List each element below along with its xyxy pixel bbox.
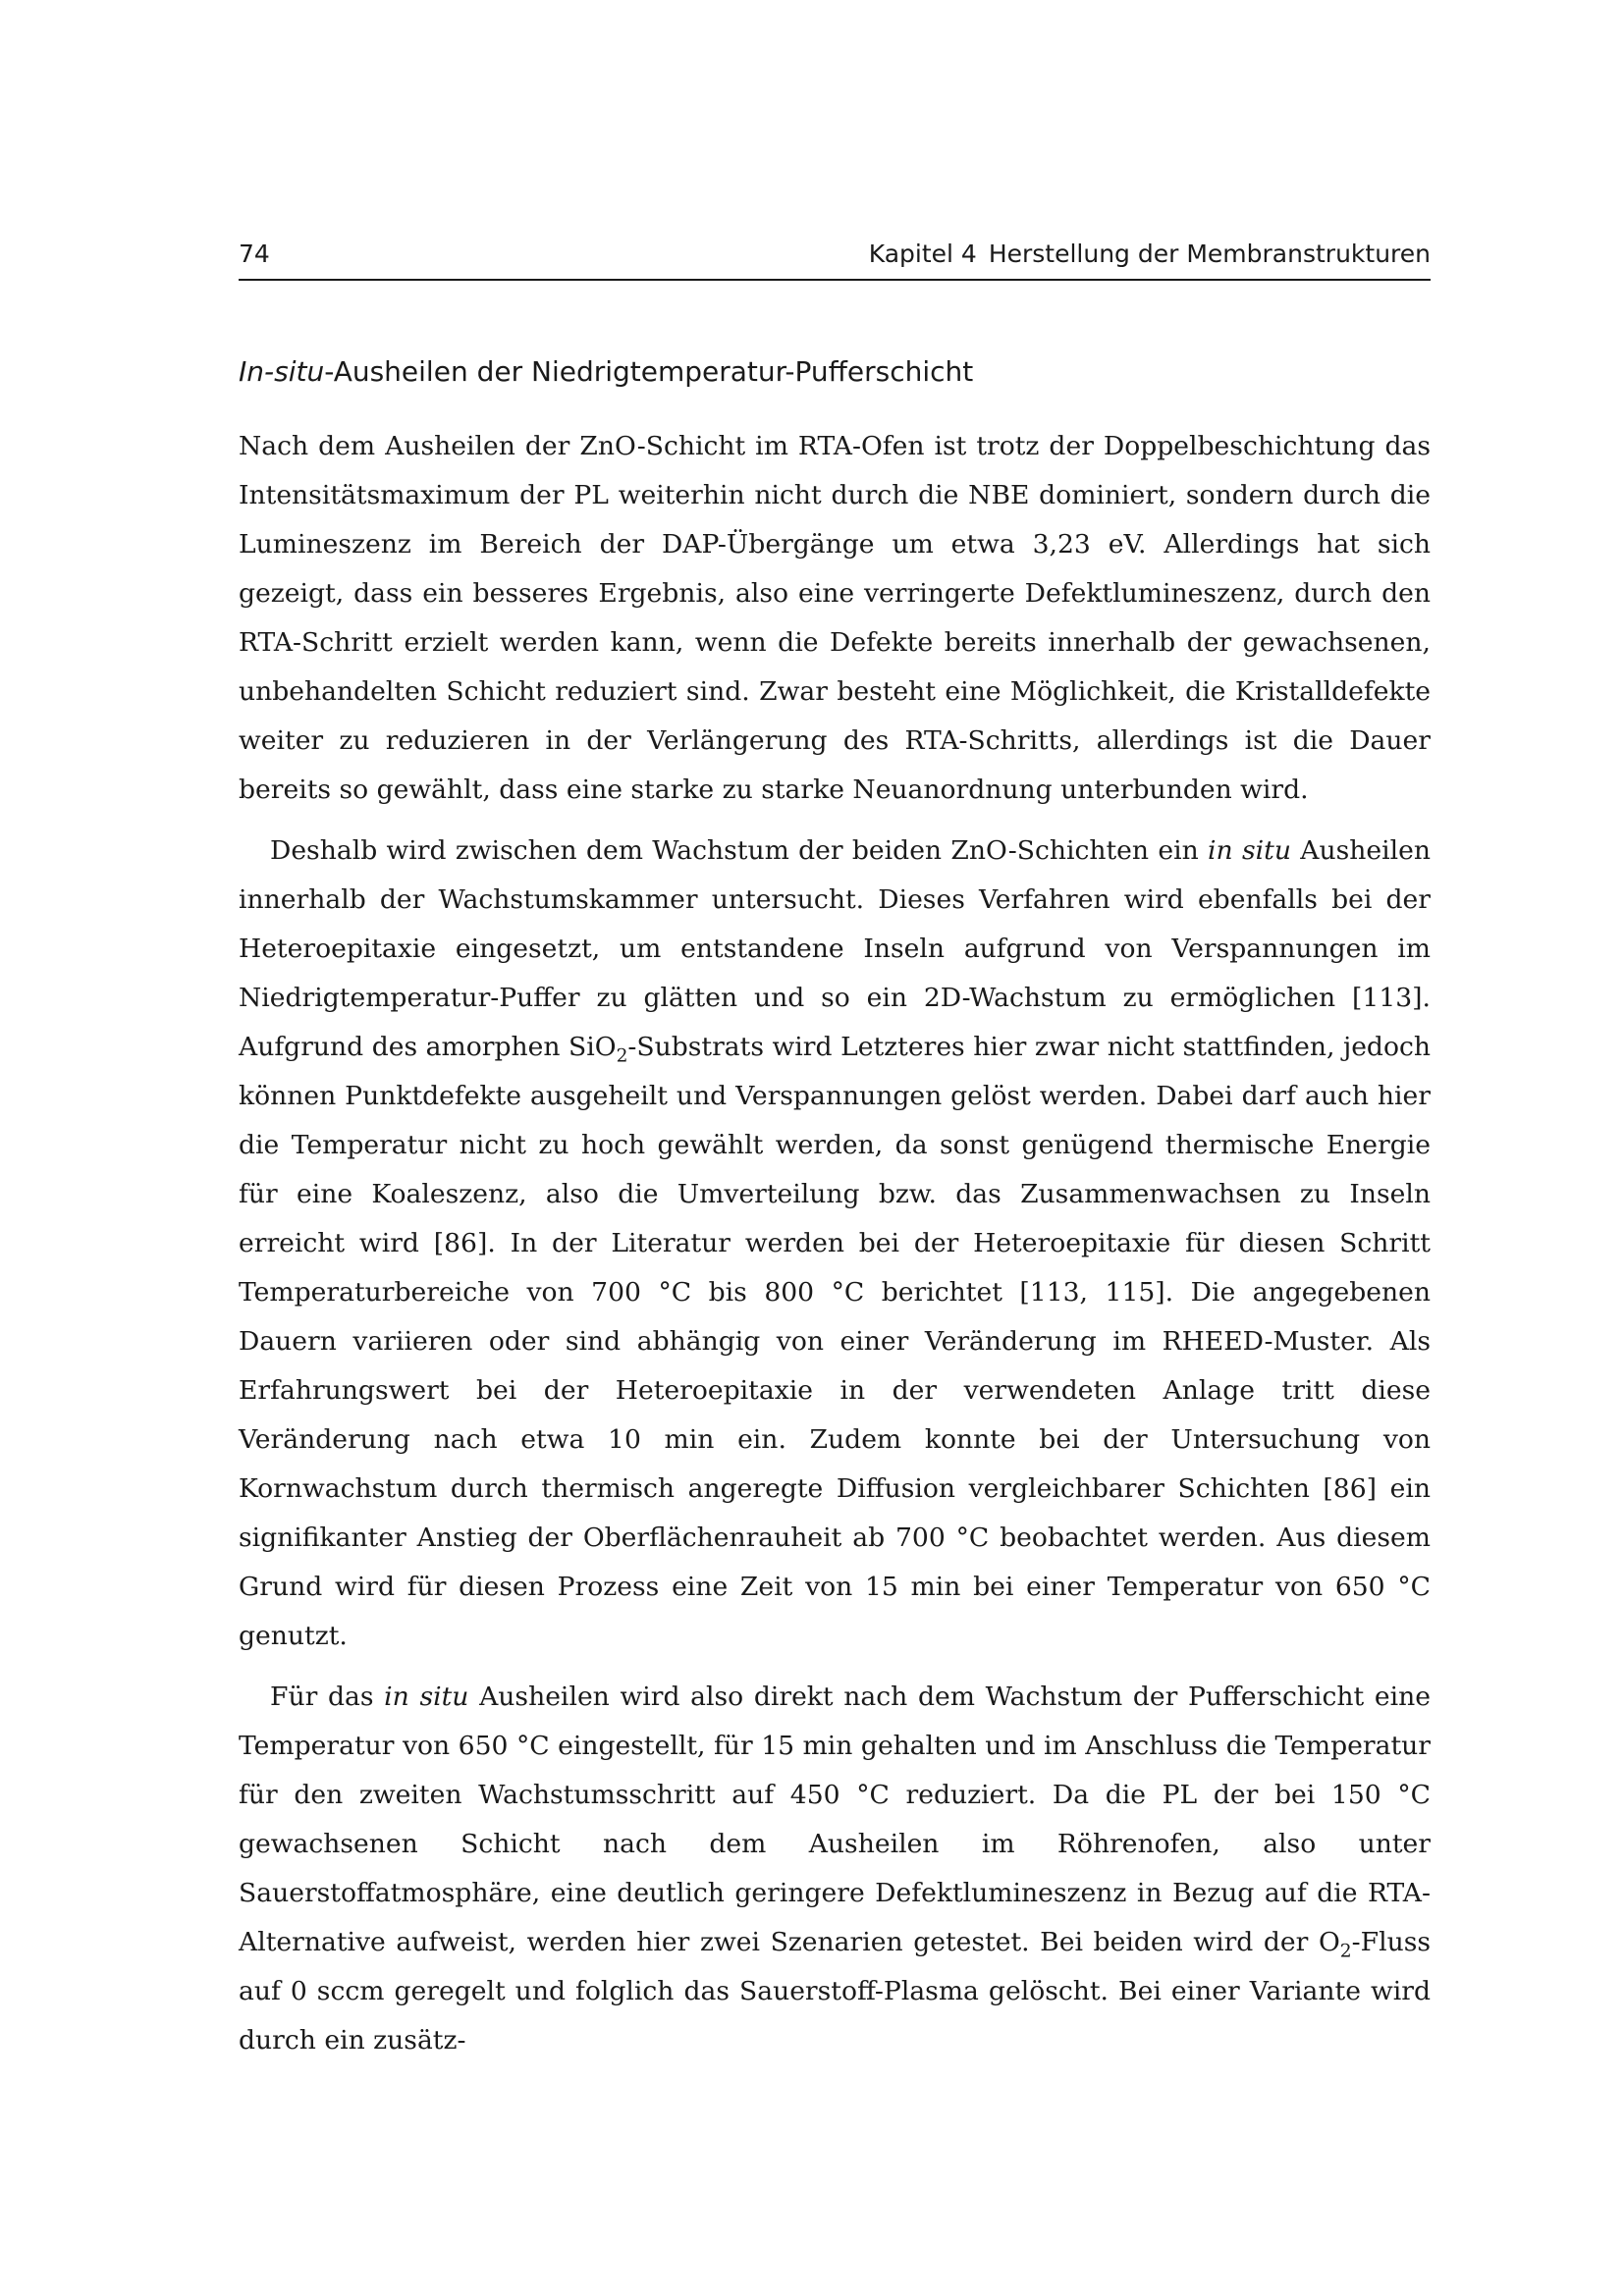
chapter-title	[869, 240, 1431, 268]
body-text	[239, 422, 1431, 2065]
subscript: 2	[616, 1045, 628, 1067]
italic-in-situ: in situ	[384, 1682, 469, 1712]
italic-in-situ: in situ	[1208, 835, 1291, 866]
section-heading-italic: In-situ	[239, 355, 325, 388]
paragraph-1: Nach dem Ausheilen der ZnO-Schicht im RTA-Ofen ist trotz der Doppelbeschichtung das Intensitätsmaximum der PL weiterhin nicht durch die NBE dominiert, sondern durch die Lumineszenz im Bereich der DAP-Übergänge um etwa 3,23 eV. Allerdings hat sich gezeigt, dass ein besseres Ergebnis, also eine verringerte Defektlumineszenz, durch den RTA-Schritt erzielt werden kann, wenn die Defekte bereits innerhalb der gewachsenen, unbehandelten Schicht reduziert sind. Zwar besteht eine Möglichkeit, die Kristalldefekte weiter zu reduzieren in der Verlängerung des RTA-Schritts, allerdings ist die Dauer bereits so gewählt, dass eine starke zu starke Neuanordnung unterbunden wird.	[239, 431, 1431, 805]
section-heading-text: -Ausheilen der Niedrigtemperatur-Pufferschicht	[324, 355, 974, 388]
paragraph-2: Deshalb wird zwischen dem Wachstum der beiden ZnO-Schichten ein in situ Ausheilen innerhalb der Wachstumskammer untersucht. Dieses Verfahren wird ebenfalls bei der Heteroepitaxie eingesetzt, um entstandene Inseln aufgrund von Verspannungen im Niedrigtemperatur-Puffer zu glätten und so ein 2D-Wachstum zu ermöglichen [113]. Aufgrund des amorphen SiO$_2$-Substrats wird Letzteres hier zwar nicht stattfinden, jedoch können Punktdefekte ausgeheilt und Verspannungen gelöst werden. Dabei darf auch hier die Temperatur nicht zu hoch gewählt werden, da sonst genügend thermische Energie für eine Koaleszenz, also die Umverteilung bzw. das Zusammenwachsen zu Inseln erreicht wird [86]. In der Literatur werden bei der Heteroepitaxie für diesen Schritt Temperaturbereiche von 700 °C bis 800 °C berichtet [113, 115]. Die angegebenen Dauern variieren oder sind abhängig von einer Veränderung im RHEED-Muster. Als Erfahrungswert bei der Heteroepitaxie in der verwendeten Anlage tritt diese Veränderung nach etwa 10 min ein. Zudem konnte bei der Untersuchung von Kornwachstum durch thermisch angeregte Diffusion vergleichbarer Schichten [86] ein signifikanter Anstieg der Oberflächenrauheit ab 700 °C beobachtet werden. Aus diesem Grund wird für diesen Prozess eine Zeit von 15 min bei einer Temperatur von 650 °C genutzt.	[239, 835, 1431, 1651]
section-heading	[239, 355, 973, 388]
page	[239, 0, 1431, 2296]
chapter-label: Kapitel 4	[868, 240, 977, 268]
running-header	[239, 240, 1431, 281]
subscript: 2	[1339, 1941, 1352, 1962]
paragraph-3: Für das in situ Ausheilen wird also direkt nach dem Wachstum der Pufferschicht eine Temperatur von 650 °C eingestellt, für 15 min gehalten und im Anschluss die Temperatur für den zweiten Wachstumsschritt auf 450 °C reduziert. Da die PL der bei 150 °C gewachsenen Schicht nach dem Ausheilen im Röhrenofen, also unter Sauerstoffatmosphäre, eine deutlich geringere Defektlumineszenz in Bezug auf die RTA-Alternative aufweist, werden hier zwei Szenarien getestet. Bei beiden wird der $O_2$-Fluss auf 0 sccm geregelt und folglich das Sauerstoff-Plasma gelöscht. Bei einer Variante wird durch ein zusätz-	[239, 1682, 1431, 2056]
page-number: 74	[239, 240, 270, 268]
chapter-name: Herstellung der Membranstrukturen	[988, 240, 1431, 268]
